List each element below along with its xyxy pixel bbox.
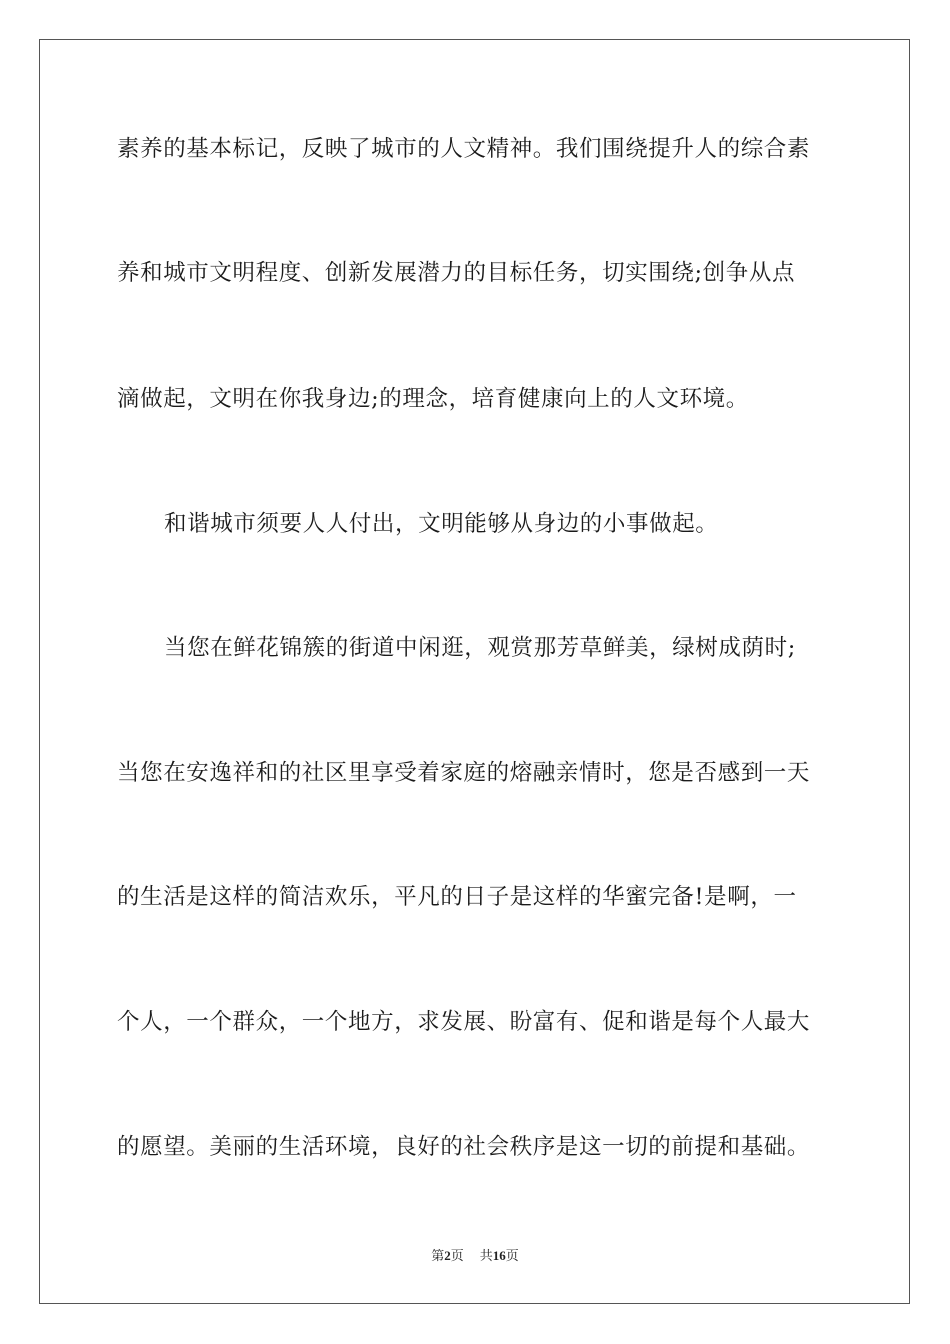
page-footer bbox=[0, 1247, 950, 1266]
page-border bbox=[39, 39, 910, 1304]
body-text-line: 素养的基本标记，反映了城市的人文精神。我们围绕提升人的综合素 bbox=[117, 136, 811, 162]
body-text-line: 养和城市文明程度、创新发展潜力的目标任务，切实围绕;创争从点 bbox=[117, 260, 796, 286]
total-pages-number: 16 bbox=[492, 1248, 506, 1263]
paragraph-text-line: 当您在鲜花锦簇的街道中闲逛，观赏那芳草鲜美，绿树成荫时; bbox=[164, 635, 796, 661]
total-pages-prefix: 共 bbox=[479, 1249, 493, 1264]
total-pages-suffix: 页 bbox=[505, 1249, 519, 1264]
page-number-suffix: 页 bbox=[450, 1249, 464, 1264]
paragraph-text-line: 和谐城市须要人人付出，文明能够从身边的小事做起。 bbox=[164, 511, 719, 537]
page-number-prefix: 第 bbox=[431, 1249, 445, 1264]
body-text-line: 滴做起，文明在你我身边;的理念，培育健康向上的人文环境。 bbox=[117, 386, 749, 412]
current-page-number: 2 bbox=[444, 1248, 451, 1263]
body-text-line: 个人，一个群众，一个地方，求发展、盼富有、促和谐是每个人最大 bbox=[117, 1009, 811, 1035]
body-text-line: 当您在安逸祥和的社区里享受着家庭的熔融亲情时，您是否感到一天 bbox=[117, 760, 811, 786]
body-text-line: 的愿望。美丽的生活环境，良好的社会秩序是这一切的前提和基础。 bbox=[117, 1134, 811, 1160]
body-text-line: 的生活是这样的简洁欢乐，平凡的日子是这样的华蜜完备!是啊，一 bbox=[117, 884, 797, 910]
